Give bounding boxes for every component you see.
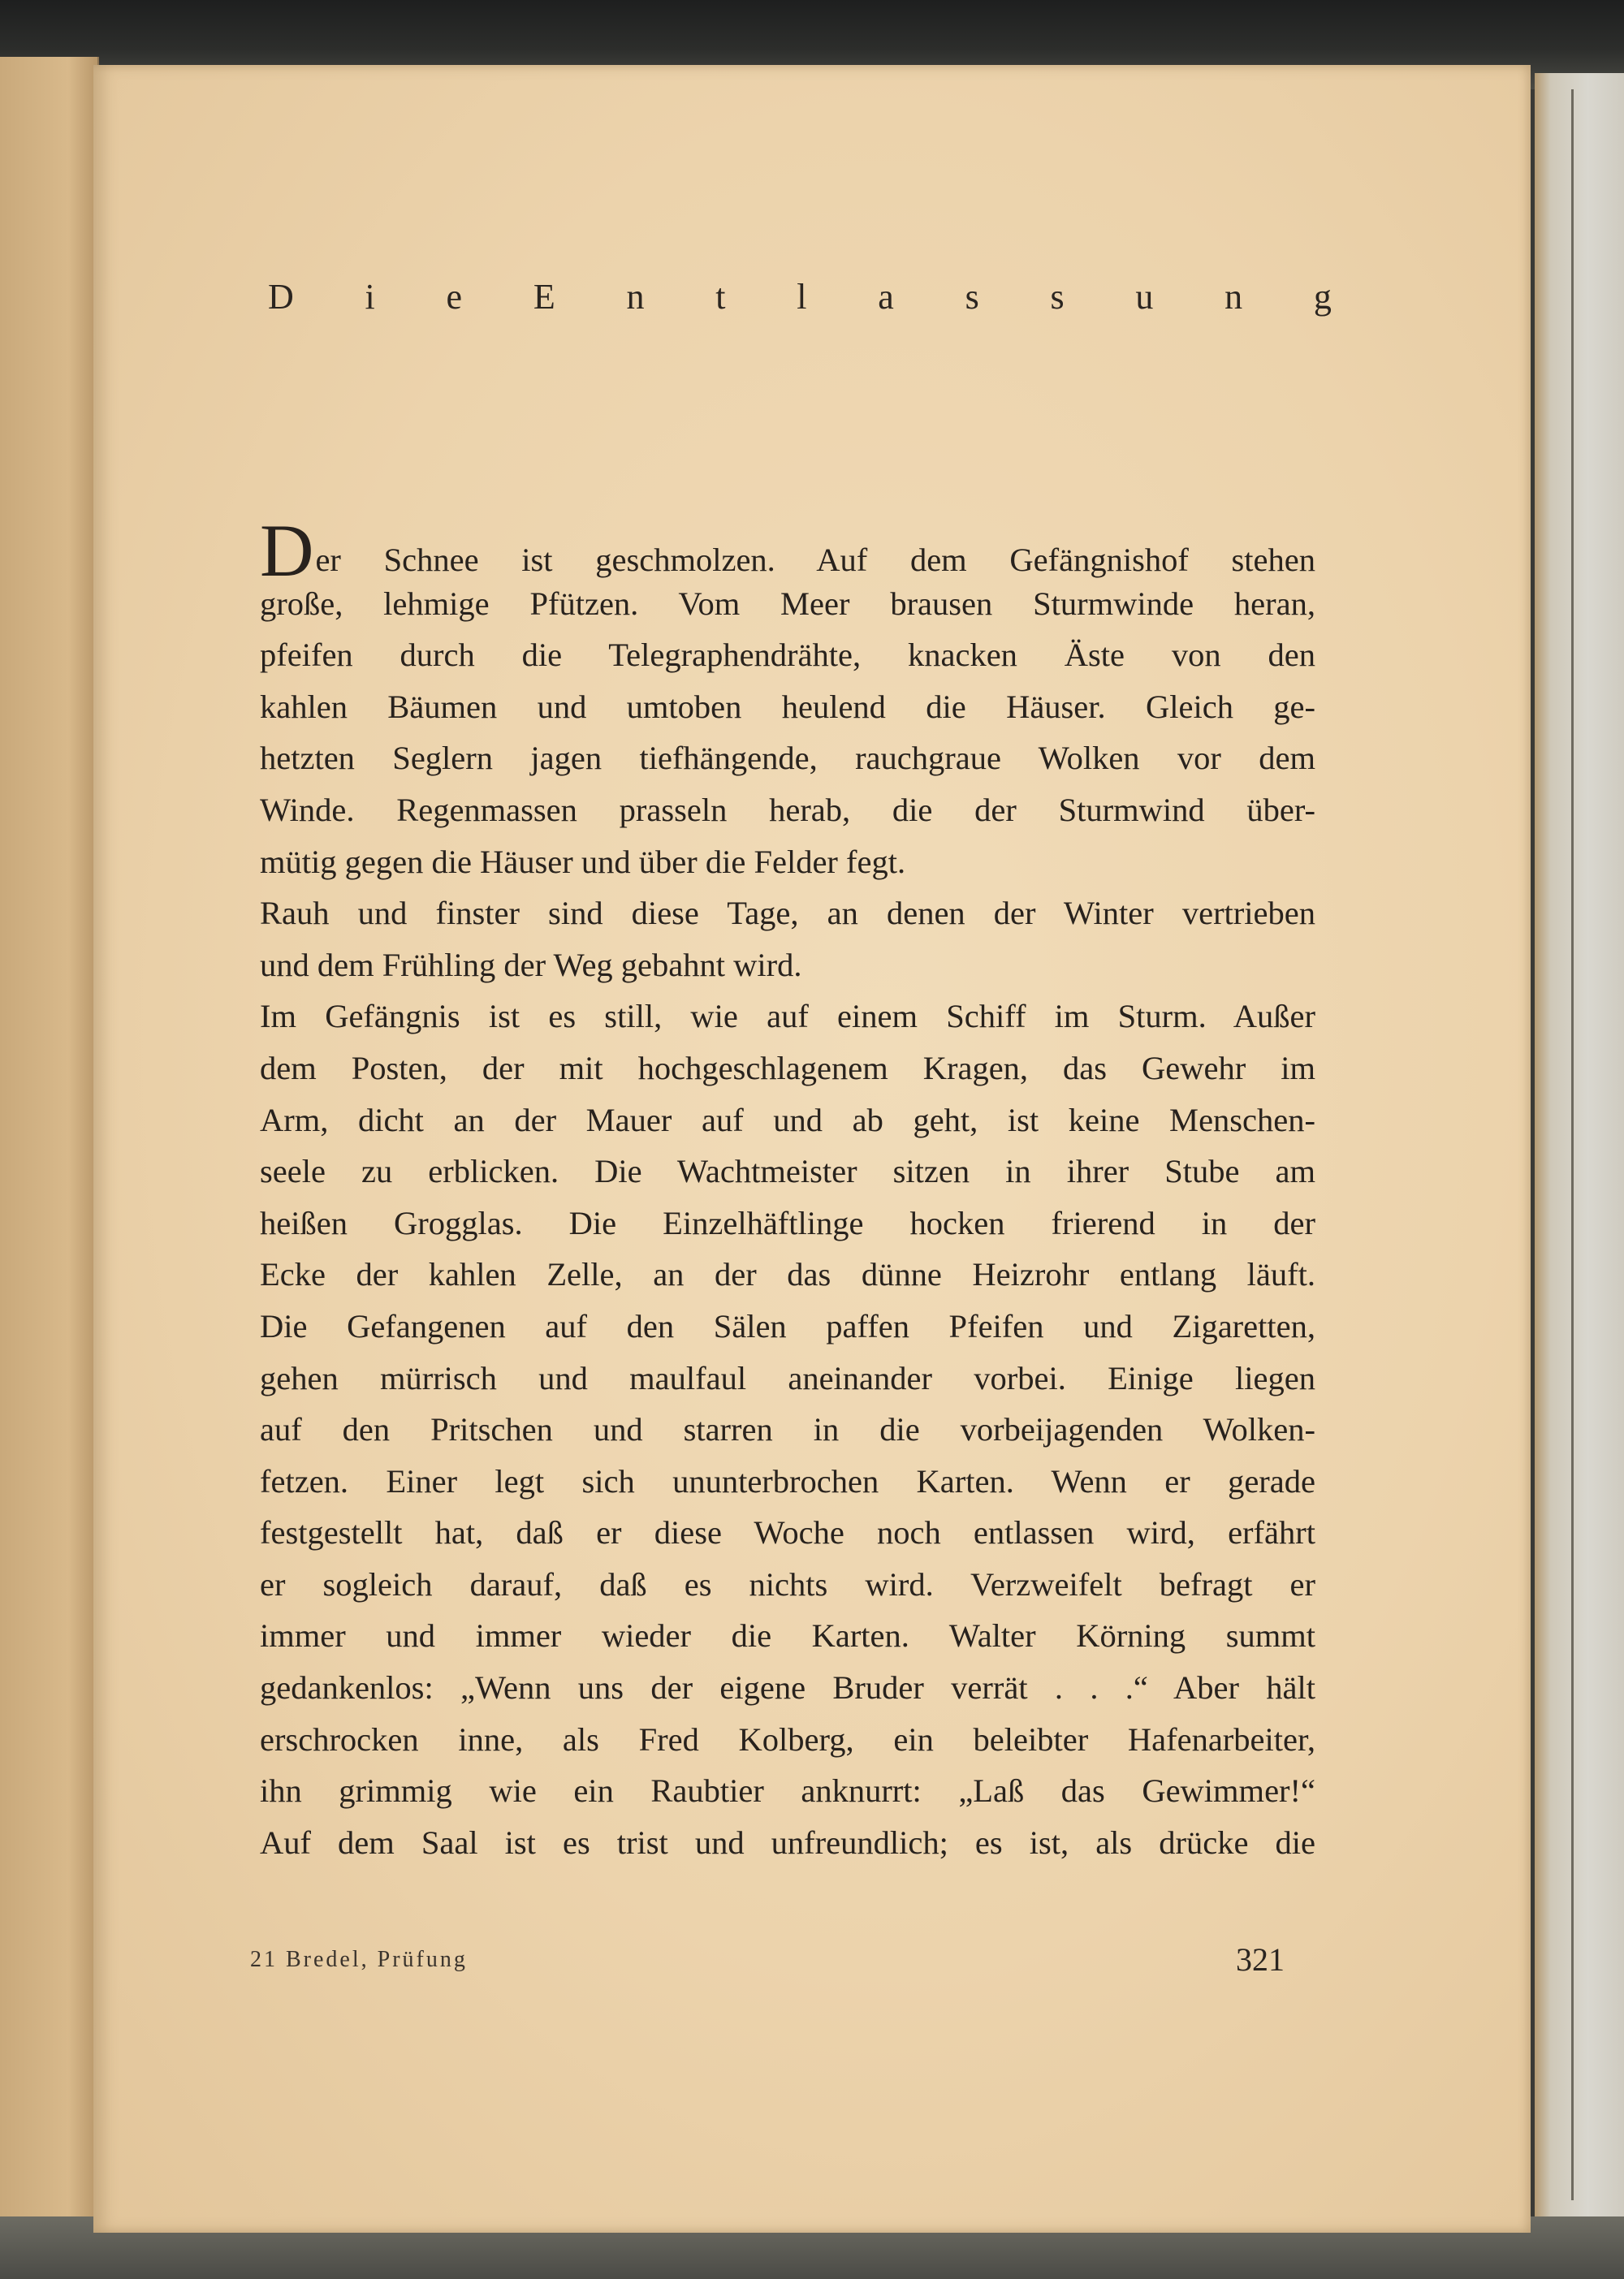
heading-letter: s xyxy=(1050,276,1065,317)
text-line: immer und immer wieder die Karten. Walter Körning summt xyxy=(260,1617,1315,1655)
heading-letter: a xyxy=(878,276,894,317)
text-line: fetzen. Einer legt sich ununterbrochen Karten. Wenn er gerade xyxy=(260,1462,1315,1500)
text-line: und dem Frühling der Weg gebahnt wird. xyxy=(260,946,802,983)
text-line: erschrocken inne, als Fred Kolberg, ein beleibter Hafenarbeiter, xyxy=(260,1720,1315,1758)
heading-letter: t xyxy=(715,276,726,317)
text-line: Arm, dicht an der Mauer auf und ab geht, ist keine Menschen- xyxy=(260,1101,1315,1138)
heading-letter: g xyxy=(1313,276,1332,317)
text-line: Die Gefangenen auf den Sälen paffen Pfeifen und Zigaretten, xyxy=(260,1307,1315,1345)
text-line: Ecke der kahlen Zelle, an der das dünne Heizrohr entlang läuft. xyxy=(260,1256,1315,1293)
text-line: festgestellt hat, daß er diese Woche noch entlassen wird, erfährt xyxy=(260,1514,1315,1552)
heading-letter: e xyxy=(446,276,463,317)
text-line: Rauh und finster sind diese Tage, an denen der Winter vertrieben xyxy=(260,895,1315,932)
board-shadow-line xyxy=(1571,89,1574,2200)
text-line: Auf dem Saal ist es trist und unfreundlich; es ist, als drücke die xyxy=(260,1824,1315,1861)
text-line: Im Gefängnis ist es still, wie auf einem Schiff im Sturm. Außer xyxy=(260,998,1315,1035)
heading-letter: n xyxy=(1224,276,1243,317)
text-line: kahlen Bäumen und umtoben heulend die Häuser. Gleich ge- xyxy=(260,688,1315,725)
text-line: pfeifen durch die Telegraphendrähte, knacken Äste von den xyxy=(260,637,1315,674)
text-line: gedankenlos: „Wenn uns der eigene Bruder verrät . . .“ Aber hält xyxy=(260,1669,1315,1707)
printer-signature: 21 Bredel, Prüfung xyxy=(250,1947,468,1972)
drop-cap: D xyxy=(260,509,314,592)
body-text xyxy=(260,509,1315,1868)
heading-letter: D xyxy=(268,276,294,317)
text-line: gehen mürrisch und maulfaul aneinander vorbei. Einige liegen xyxy=(260,1359,1315,1396)
book-board-edge xyxy=(1535,73,1624,2233)
heading-letter: l xyxy=(797,276,807,317)
heading-letter: u xyxy=(1135,276,1154,317)
text-line-rest: er Schnee ist geschmolzen. Auf dem Gefängnishof stehen xyxy=(315,542,1315,578)
facing-page-edge xyxy=(0,57,99,2233)
heading-letter: E xyxy=(533,276,555,317)
text-line: seele zu erblicken. Die Wachtmeister sitzen in ihrer Stube am xyxy=(260,1153,1315,1190)
heading-letter: i xyxy=(365,276,375,317)
text-line: ihn grimmig wie ein Raubtier anknurrt: „Laß das Gewimmer!“ xyxy=(260,1772,1315,1810)
text-line: große, lehmige Pfützen. Vom Meer brausen Sturmwinde heran, xyxy=(260,585,1315,622)
heading-letter: n xyxy=(626,276,645,317)
text-line: mütig gegen die Häuser und über die Felder fegt. xyxy=(260,843,906,880)
heading-letter: s xyxy=(965,276,979,317)
text-line xyxy=(260,509,1315,592)
text-line: auf den Pritschen und starren in die vorbeijagenden Wolken- xyxy=(260,1411,1315,1448)
text-line: heißen Grogglas. Die Einzelhäftlinge hocken frierend in der xyxy=(260,1204,1315,1241)
text-line: hetzten Seglern jagen tiefhängende, rauchgraue Wolken vor dem xyxy=(260,740,1315,777)
text-line: er sogleich darauf, daß es nichts wird. Verzweifelt befragt er xyxy=(260,1565,1315,1603)
text-line: dem Posten, der mit hochgeschlagenem Kragen, das Gewehr im xyxy=(260,1049,1315,1086)
text-line: Winde. Regenmassen prasseln herab, die der Sturmwind über- xyxy=(260,791,1315,828)
chapter-heading xyxy=(268,268,1332,325)
page-number: 321 xyxy=(1236,1941,1285,1978)
